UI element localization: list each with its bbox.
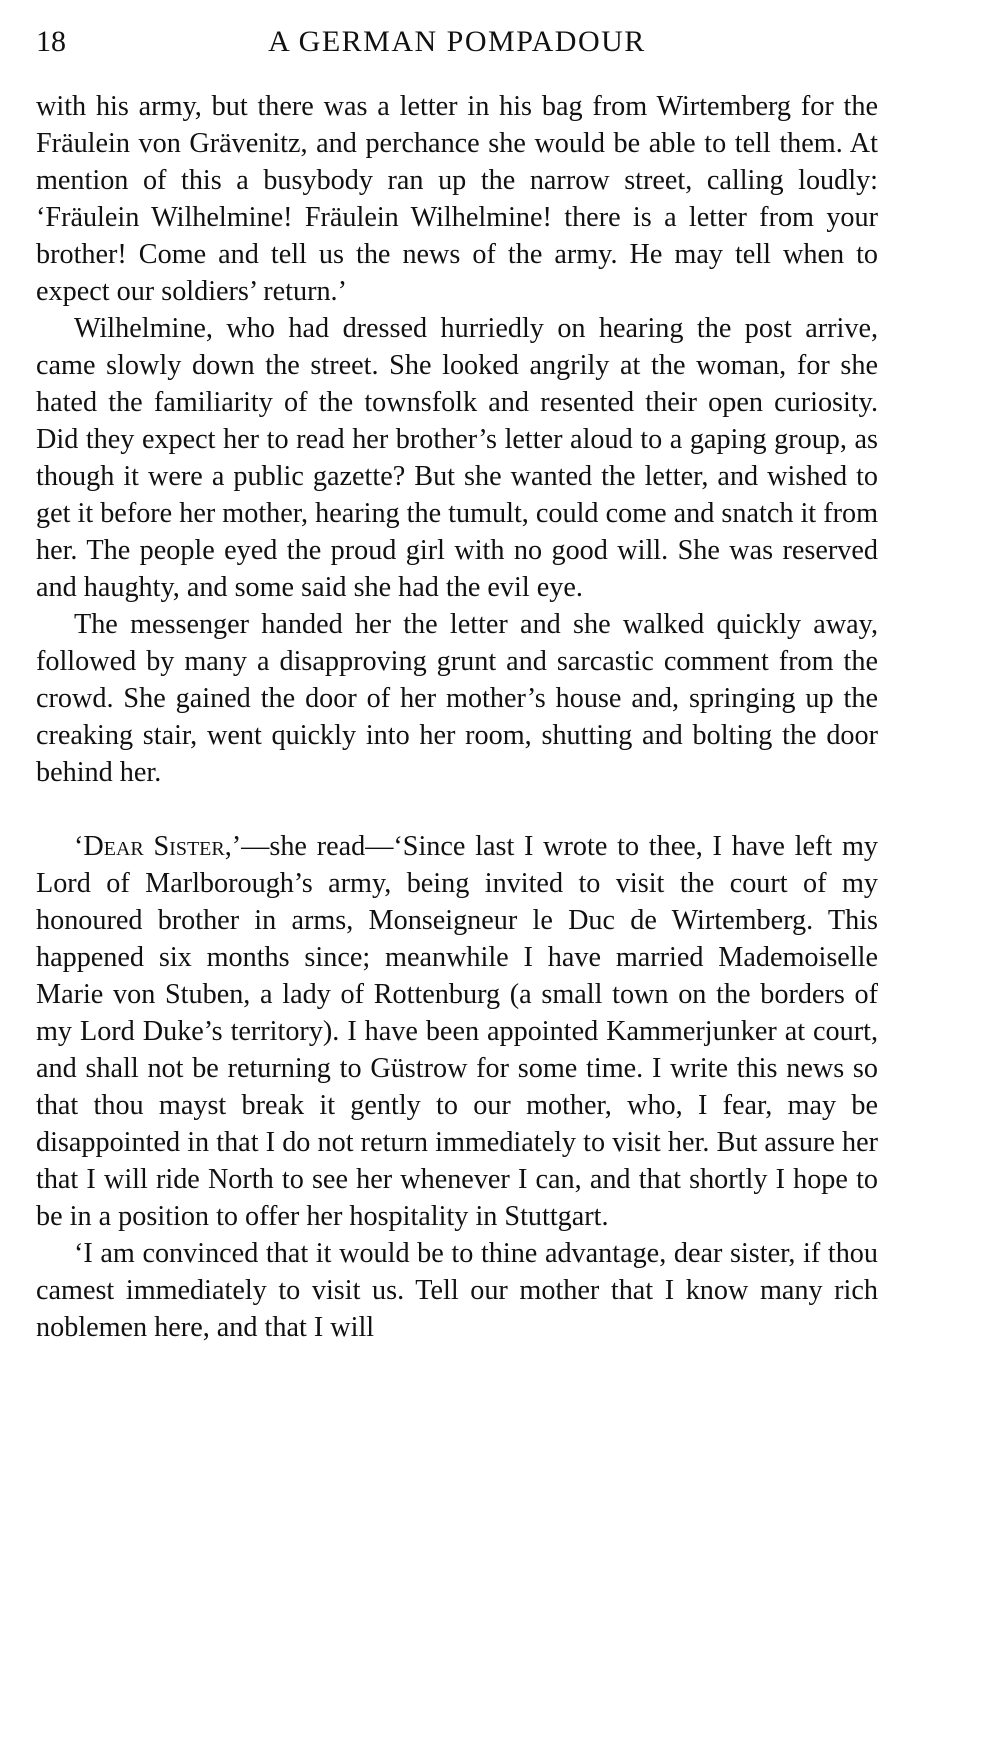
letter-salutation: ‘Dear Sister,’ bbox=[74, 831, 242, 862]
page-body bbox=[36, 88, 878, 1346]
running-title: A GERMAN POMPADOUR bbox=[268, 25, 646, 58]
paragraph-1: with his army, but there was a letter in his bag from Wirtemberg for the Fräulein von Grävenitz, and perchance she would be able to tell them. At mention of this a busybody ran up the narrow street, calling loudly: ‘Fräulein Wilhelmine! Fräulein Wilhelmine! there is a letter from your brother! Come and tell us the news of the army. He may tell when to expect our soldiers’ return.’ bbox=[36, 91, 878, 307]
page-header bbox=[36, 22, 878, 68]
letter-continuation-paragraph: ‘I am convinced that it would be to thine advantage, dear sister, if thou camest immediately to visit us. Tell our mother that I know many rich noblemen here, and that I will bbox=[36, 1238, 878, 1343]
paragraph-3: The messenger handed her the letter and she walked quickly away, followed by many a disapproving grunt and sarcastic comment from the crowd. She gained the door of her mother’s house and, springing up the creaking stair, went quickly into her room, shutting and bolting the door behind her. bbox=[36, 609, 878, 788]
paragraph-2: Wilhelmine, who had dressed hurriedly on hearing the post arrive, came slowly down the street. She looked angrily at the woman, for she hated the familiarity of the townsfolk and resented their open curiosity. Did they expect her to read her brother’s letter aloud to a gaping group, as though it were a public gazette? But she wanted the letter, and wished to get it before her mother, hearing the tumult, could come and snatch it from her. The people eyed the proud girl with no good will. She was reserved and haughty, and some said she had the evil eye. bbox=[36, 313, 878, 603]
page-number: 18 bbox=[36, 25, 66, 58]
letter-opening-paragraph bbox=[36, 828, 878, 1235]
book-page bbox=[36, 22, 878, 1346]
letter-opening-text: —she read—‘Since last I wrote to thee, I have left my Lord of Marlborough’s army, being invited to visit the court of my honoured brother in arms, Monseigneur le Duc de Wirtemberg. This happened six months since; meanwhile I have married Mademoiselle Marie von Stuben, a lady of Rottenburg (a small town on the borders of my Lord Duke’s territory). I have been appointed Kammerjunker at court, and shall not be returning to Güstrow for some time. I write this news so that thou mayst break it gently to our mother, who, I fear, may be disappointed in that I do not return immediately to visit her. But assure her that I will ride North to see her whenever I can, and that shortly I hope to be in a position to offer her hospitality in Stuttgart. bbox=[36, 831, 878, 1232]
